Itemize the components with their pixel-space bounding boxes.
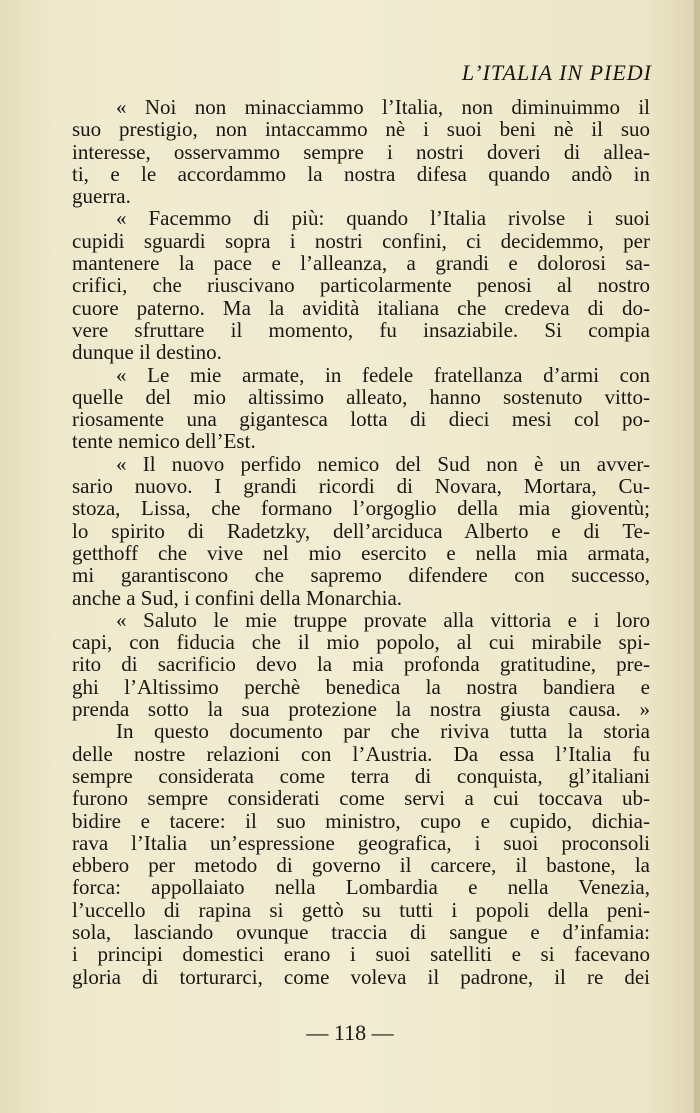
text-line: ebbero per metodo di governo il carcere, il bastone, la [72, 853, 650, 878]
text-line: ghi l’Altissimo perchè benedica la nostra bandiera e [72, 674, 650, 699]
text-line: « Facemmo di più: quando l’Italia rivolse i suoi [116, 206, 650, 231]
page-number: — 118 — [306, 1020, 394, 1045]
text-line: In questo documento par che riviva tutta la storia [116, 719, 650, 744]
text-line: furono sempre considerati come servi a cui toccava ub- [72, 786, 650, 811]
text-line: ti, e le accordammo la nostra difesa quando andò in [72, 161, 650, 186]
text-line: rito di sacrificio devo la mia profonda gratitudine, pre- [72, 652, 650, 677]
text-line: prenda sotto la sua protezione la nostra giusta causa. » [72, 697, 650, 722]
text-line: sempre considerata come terra di conquista, gl’italiani [72, 763, 650, 788]
running-title: L’ITALIA IN PIEDI [461, 60, 652, 85]
text-line: quelle del mio altissimo alleato, hanno sostenuto vitto- [72, 384, 650, 409]
text-line: rava l’Italia un’espressione geografica, i suoi proconsoli [72, 830, 650, 855]
text-line: anche a Sud, i confini della Monarchia. [72, 585, 403, 610]
text-line: gloria di torturarci, come voleva il padrone, il re dei [72, 964, 650, 989]
text-line: « Il nuovo perfido nemico del Sud non è un avver- [116, 451, 650, 476]
text-line: dunque il destino. [72, 340, 222, 365]
text-line: guerra. [72, 184, 131, 209]
text-line: mi garantiscono che sapremo difendere con successo, [72, 563, 650, 588]
text-line: mantenere la pace e l’alleanza, a grandi e dolorosi sa- [72, 251, 650, 276]
text-line: « Saluto le mie truppe provate alla vittoria e i loro [116, 607, 650, 632]
text-line: « Le mie armate, in fedele fratellanza d’armi con [116, 362, 650, 387]
text-line: interesse, osservammo sempre i nostri doveri di allea- [72, 139, 650, 164]
text-line: getthoff che vive nel mio esercito e nella mia armata, [72, 540, 650, 565]
text-line: delle nostre relazioni con l’Austria. Da essa l’Italia fu [72, 741, 650, 766]
text-line: crifici, che riuscivano particolarmente penosi al nostro [72, 273, 650, 298]
text-line: stoza, Lissa, che formano l’orgoglio della mia gioventù; [72, 496, 650, 521]
text-line: tente nemico dell’Est. [72, 429, 256, 454]
body-text [72, 96, 650, 988]
text-line: vere sfruttare il momento, fu insaziabile. Si compia [72, 317, 650, 342]
text-line: cuore paterno. Ma la avidità italiana che credeva di do- [72, 295, 650, 320]
text-line: « Noi non minacciammo l’Italia, non diminuimmo il [116, 95, 650, 119]
text-line: l’uccello di rapina si gettò su tutti i popoli della peni- [72, 897, 650, 922]
text-line: riosamente una gigantesca lotta di dieci mesi col po- [72, 407, 650, 432]
text-line: capi, con fiducia che il mio popolo, al cui mirabile spi- [72, 630, 650, 655]
text-line: suo prestigio, non intaccammo nè i suoi beni nè il suo [72, 117, 650, 142]
text-line: cupidi sguardi sopra i nostri confini, ci decidemmo, per [72, 228, 650, 253]
text-line: forca: appollaiato nella Lombardia e nella Venezia, [72, 875, 650, 900]
page-edge [694, 0, 700, 1113]
text-line: sario nuovo. I grandi ricordi di Novara, Mortara, Cu- [72, 474, 650, 499]
text-line: lo spirito di Radetzky, dell’arciduca Alberto e di Te- [72, 518, 650, 543]
text-line: sola, lasciando ovunque traccia di sangue e d’infamia: [72, 919, 650, 944]
text-line: bidire e tacere: il suo ministro, cupo e cupido, dichia- [72, 808, 650, 833]
text-line: i principi domestici erano i suoi satelliti e si facevano [72, 942, 650, 967]
